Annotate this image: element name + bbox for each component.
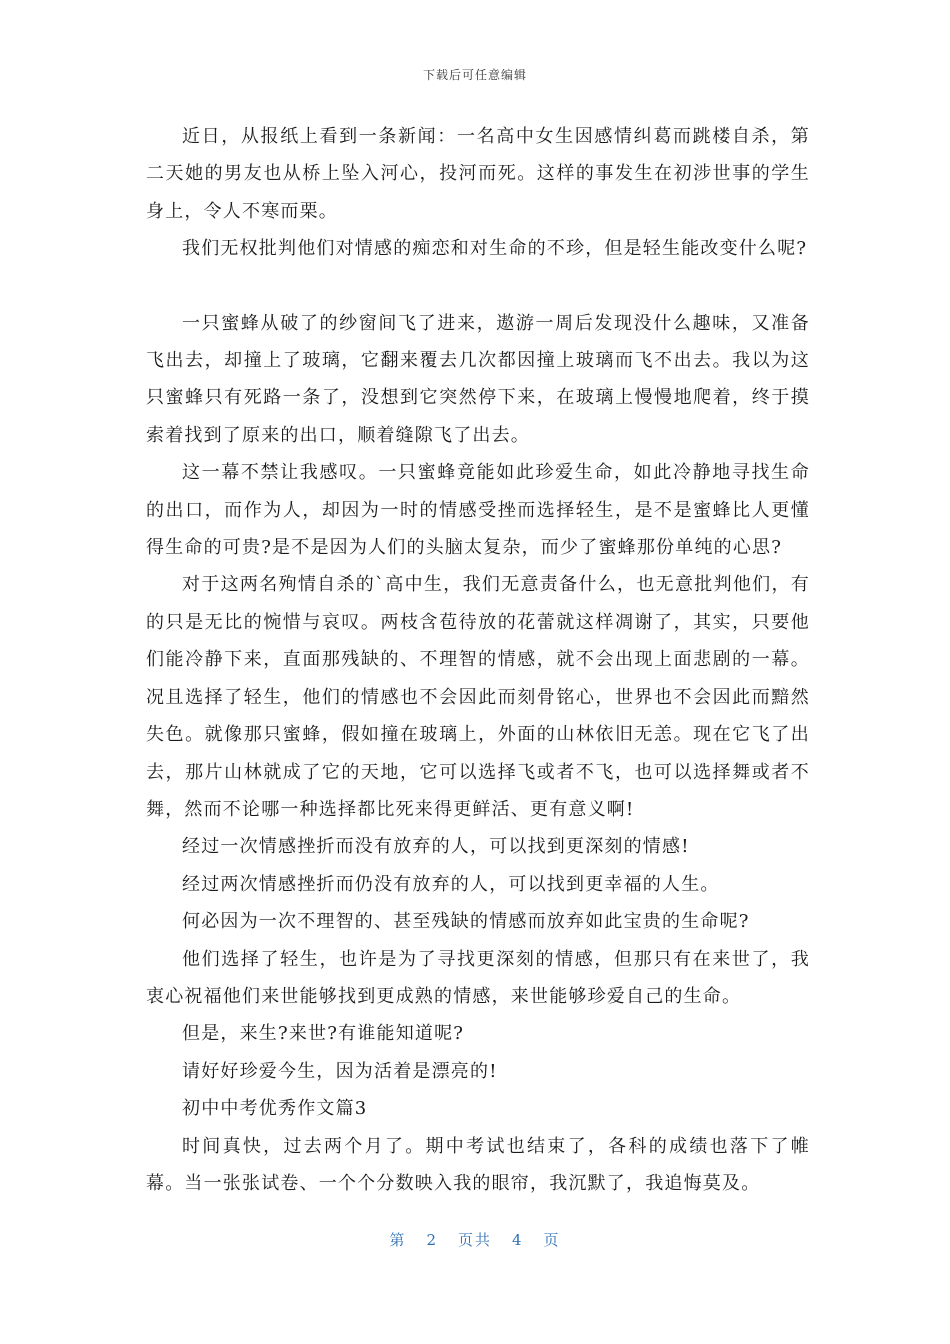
paragraph: 我们无权批判他们对情感的痴恋和对生命的不珍，但是轻生能改变什么呢? xyxy=(182,238,808,260)
page-footer xyxy=(0,1229,950,1250)
page-suffix: 页 xyxy=(543,1231,561,1249)
paragraph: 对于这两名殉情自杀的`高中生，我们无意责备什么，也无意批判他们，有的只是无比的惋惜与哀叹。两枝含苞待放的花蕾就这样凋谢了，其实，只要他们能冷静下来，直面那残缺的、不理智的情感，就不会出现上面悲剧的一幕。况且选择了轻生，他们的情感也不会因此而刻骨铭心，世界也不会因此而黯然失色。就像那只蜜蜂，假如撞在玻璃上，外面的山林依旧无恙。现在它飞了出去，那片山林就成了它的天地，它可以选择飞或者不飞，也可以选择舞或者不舞，然而不论哪一种选择都比死来得更鲜活、更有意义啊! xyxy=(146,574,810,820)
paragraph: 这一幕不禁让我感叹。一只蜜蜂竟能如此珍爱生命，如此冷静地寻找生命的出口，而作为人，却因为一时的情感受挫而选择轻生，是不是蜜蜂比人更懂得生命的可贵?是不是因为人们的头脑太复杂，而少了蜜蜂那份单纯的心思? xyxy=(146,462,810,559)
paragraph: 他们选择了轻生，也许是为了寻找更深刻的情感，但那只有在来世了，我衷心祝福他们来世能够找到更成熟的情感，来世能够珍爱自己的生命。 xyxy=(146,948,810,1007)
paragraph: 近日，从报纸上看到一条新闻：一名高中女生因感情纠葛而跳楼自杀，第二天她的男友也从桥上坠入河心，投河而死。这样的事发生在初涉世事的学生身上，令人不寒而栗。 xyxy=(146,126,810,222)
page-number: 2 xyxy=(426,1231,438,1249)
paragraph-gap xyxy=(146,268,810,305)
page-label: 第 xyxy=(389,1231,407,1249)
paragraph: 时间真快，过去两个月了。期中考试也结束了，各科的成绩也落下了帷幕。当一张张试卷、一个个分数映入我的眼帘，我沉默了，我追悔莫及。 xyxy=(146,1135,810,1194)
paragraph: 经过一次情感挫折而没有放弃的人，可以找到更深刻的情感! xyxy=(182,836,690,858)
paragraph: 但是，来生?来世?有谁能知道呢? xyxy=(182,1023,465,1045)
paragraph: 一只蜜蜂从破了的纱窗间飞了进来，遨游一周后发现没什么趣味，又准备飞出去，却撞上了玻璃，它翻来覆去几次都因撞上玻璃而飞不出去。我以为这只蜜蜂只有死路一条了，没想到它突然停下来，在玻璃上慢慢地爬着，终于摸索着找到了原来的出口，顺着缝隙飞了出去。 xyxy=(146,312,810,446)
paragraph: 请好好珍爱今生，因为活着是漂亮的! xyxy=(182,1060,498,1082)
section-heading: 初中中考优秀作文篇3 xyxy=(182,1098,368,1120)
total-pages: 4 xyxy=(512,1231,524,1249)
document-body xyxy=(146,118,810,1202)
page-header: 下载后可任意编辑 xyxy=(422,68,527,82)
paragraph: 经过两次情感挫折而仍没有放弃的人，可以找到更幸福的人生。 xyxy=(182,873,720,895)
total-label: 页共 xyxy=(457,1231,492,1249)
paragraph: 何必因为一次不理智的、甚至残缺的情感而放弃如此宝贵的生命呢? xyxy=(182,911,750,933)
